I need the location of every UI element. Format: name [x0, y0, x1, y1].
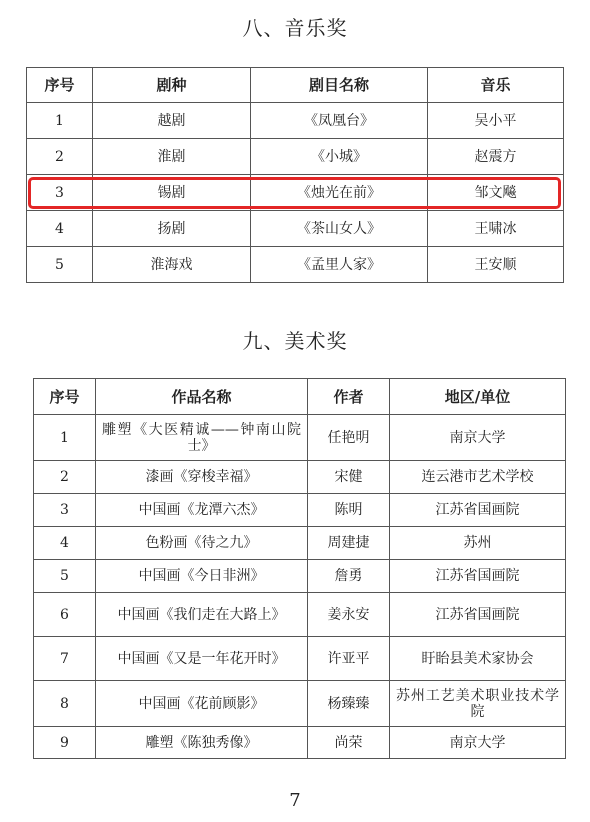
- cell-author: 陈明: [308, 494, 390, 527]
- table-row: [34, 593, 566, 637]
- art-award-table: [33, 378, 566, 759]
- cell-index: 1: [34, 415, 96, 461]
- cell-author: 杨臻臻: [308, 681, 390, 727]
- cell-author: 宋健: [308, 461, 390, 494]
- cell-index: 6: [34, 593, 96, 637]
- table-row: [34, 494, 566, 527]
- cell-unit: 江苏省国画院: [390, 494, 566, 527]
- cell-unit: 苏州: [390, 527, 566, 560]
- cell-work-name: 中国画《又是一年花开时》: [96, 637, 308, 681]
- table-row: [34, 560, 566, 593]
- cell-index: 9: [34, 727, 96, 759]
- header-opera-type: 剧种: [93, 68, 251, 103]
- table-row: [34, 637, 566, 681]
- music-award-table: [26, 67, 564, 283]
- cell-work-name: 中国画《今日非洲》: [96, 560, 308, 593]
- cell-opera-type: 越剧: [93, 103, 251, 139]
- cell-work-name: 中国画《花前顾影》: [96, 681, 308, 727]
- cell-work-name: 中国画《龙潭六杰》: [96, 494, 308, 527]
- table-row: [27, 103, 564, 139]
- cell-index: 4: [27, 211, 93, 247]
- cell-music: 王安顺: [428, 247, 564, 283]
- table-header-row: [34, 379, 566, 415]
- cell-index: 2: [27, 139, 93, 175]
- music-award-title: 八、音乐奖: [242, 16, 348, 40]
- cell-unit: 江苏省国画院: [390, 560, 566, 593]
- cell-unit: 苏州工艺美术职业技术学院: [390, 681, 566, 727]
- cell-index: 5: [27, 247, 93, 283]
- cell-index: 8: [34, 681, 96, 727]
- table-row: [27, 247, 564, 283]
- cell-unit: 江苏省国画院: [390, 593, 566, 637]
- table-row: [34, 527, 566, 560]
- cell-author: 詹勇: [308, 560, 390, 593]
- cell-work-name: 中国画《我们走在大路上》: [96, 593, 308, 637]
- table-row: [27, 211, 564, 247]
- cell-play-name: 《凤凰台》: [251, 103, 428, 139]
- header-author: 作者: [308, 379, 390, 415]
- table-row: [34, 461, 566, 494]
- cell-unit: 盱眙县美术家协会: [390, 637, 566, 681]
- cell-work-name: 漆画《穿梭幸福》: [96, 461, 308, 494]
- cell-index: 7: [34, 637, 96, 681]
- cell-author: 周建捷: [308, 527, 390, 560]
- cell-author: 姜永安: [308, 593, 390, 637]
- header-index: 序号: [27, 68, 93, 103]
- cell-opera-type: 扬剧: [93, 211, 251, 247]
- cell-index: 1: [27, 103, 93, 139]
- cell-music: 邹文飚: [428, 175, 564, 211]
- table-row: [27, 175, 564, 211]
- table-row: [34, 727, 566, 759]
- cell-index: 3: [34, 494, 96, 527]
- cell-music: 吴小平: [428, 103, 564, 139]
- table-row: [27, 139, 564, 175]
- cell-index: 2: [34, 461, 96, 494]
- header-index: 序号: [34, 379, 96, 415]
- cell-play-name: 《茶山女人》: [251, 211, 428, 247]
- header-unit: 地区/单位: [390, 379, 566, 415]
- cell-index: 4: [34, 527, 96, 560]
- cell-music: 赵震方: [428, 139, 564, 175]
- cell-play-name: 《烛光在前》: [251, 175, 428, 211]
- page-number: 7: [289, 790, 301, 811]
- table-row: [34, 681, 566, 727]
- cell-author: 任艳明: [308, 415, 390, 461]
- cell-unit: 南京大学: [390, 727, 566, 759]
- cell-work-name: 雕塑《大医精诚——钟南山院士》: [96, 415, 308, 461]
- cell-unit: 南京大学: [390, 415, 566, 461]
- cell-music: 王啸冰: [428, 211, 564, 247]
- cell-index: 5: [34, 560, 96, 593]
- cell-opera-type: 淮剧: [93, 139, 251, 175]
- table-header-row: [27, 68, 564, 103]
- cell-work-name: 色粉画《待之九》: [96, 527, 308, 560]
- header-play-name: 剧目名称: [251, 68, 428, 103]
- cell-unit: 连云港市艺术学校: [390, 461, 566, 494]
- cell-work-name: 雕塑《陈独秀像》: [96, 727, 308, 759]
- cell-author: 许亚平: [308, 637, 390, 681]
- cell-play-name: 《孟里人家》: [251, 247, 428, 283]
- cell-opera-type: 淮海戏: [93, 247, 251, 283]
- cell-play-name: 《小城》: [251, 139, 428, 175]
- cell-author: 尚荣: [308, 727, 390, 759]
- header-music: 音乐: [428, 68, 564, 103]
- table-row: [34, 415, 566, 461]
- header-work-name: 作品名称: [96, 379, 308, 415]
- cell-index: 3: [27, 175, 93, 211]
- cell-opera-type: 锡剧: [93, 175, 251, 211]
- art-award-title: 九、美术奖: [242, 329, 348, 353]
